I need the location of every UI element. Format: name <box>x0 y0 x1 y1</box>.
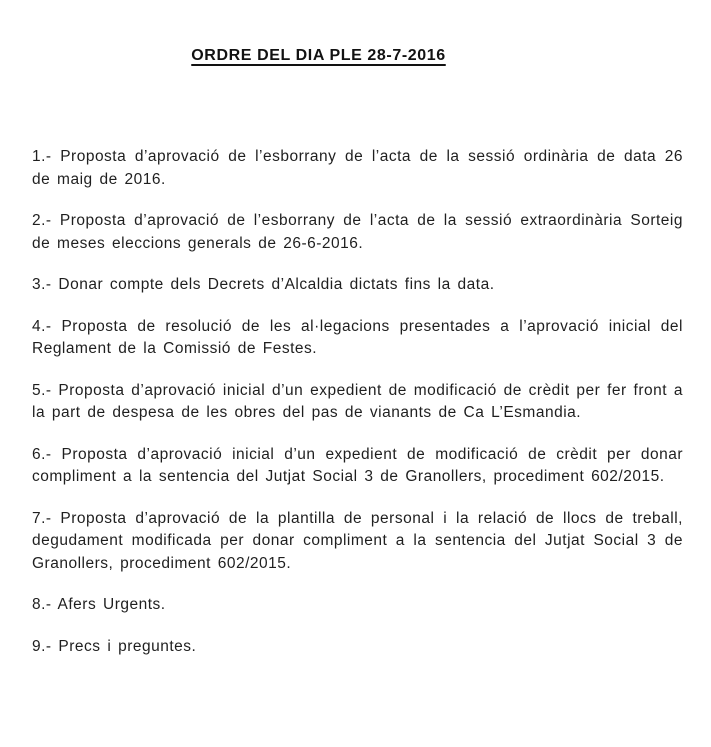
agenda-item-4: 4.- Proposta de resolució de les al·legacions presentades a l’aprovació inicial del Reglament de la Comissió de Festes. <box>32 317 683 357</box>
agenda-item-6: 6.- Proposta d’aprovació inicial d’un expedient de modificació de crèdit per donar compliment a la sentencia del Jutjat Social 3 de Granollers, procediment 602/2015. <box>32 445 683 485</box>
agenda-item-9: 9.- Precs i preguntes. <box>32 637 197 655</box>
agenda-item-7: 7.- Proposta d’aprovació de la plantilla de personal i la relació de llocs de treball, degudament modificada per donar compliment a la sentencia del Jutjat Social 3 de Granollers, procediment 602/2015. <box>32 509 683 572</box>
agenda-item-1: 1.- Proposta d’aprovació de l’esborrany de l’acta de la sessió ordinària de data 26 de maig de 2016. <box>32 148 683 188</box>
document-page <box>0 46 711 747</box>
agenda-item-5: 5.- Proposta d’aprovació inicial d’un expedient de modificació de crèdit per fer front a la part de despesa de les obres del pas de vianants de Ca L’Esmandia. <box>32 381 683 421</box>
agenda-item-3: 3.- Donar compte dels Decrets d’Alcaldia dictats fins la data. <box>32 276 495 293</box>
agenda-item-8: 8.- Afers Urgents. <box>32 596 166 613</box>
document-title: ORDRE DEL DIA PLE 28-7-2016 <box>191 47 446 64</box>
agenda-item-2: 2.- Proposta d’aprovació de l’esborrany de l’acta de la sessió extraordinària Sorteig de meses eleccions generals de 26-6-2016. <box>32 212 683 252</box>
agenda-list <box>0 146 711 658</box>
